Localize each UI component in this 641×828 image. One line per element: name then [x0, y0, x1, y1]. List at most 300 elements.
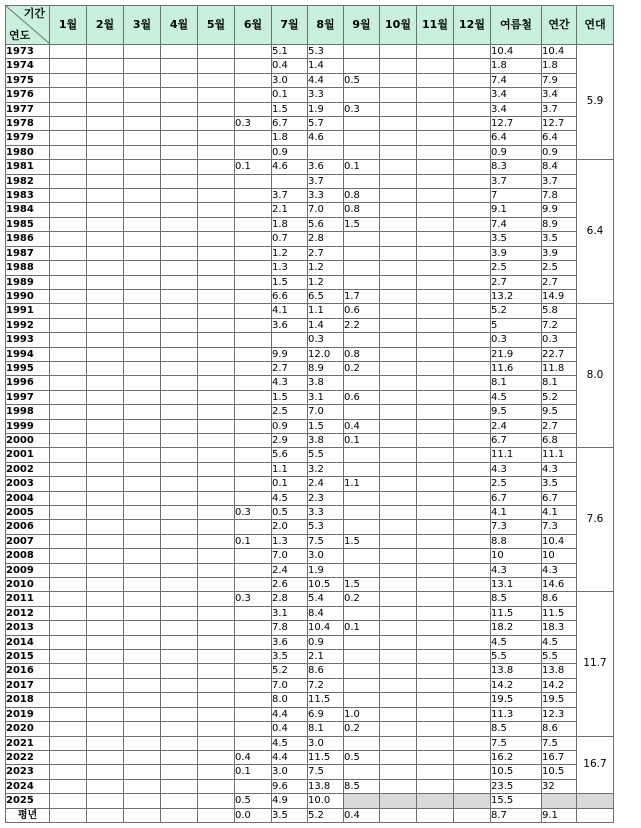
month-header: 2월 — [87, 6, 124, 45]
table-row — [6, 433, 614, 447]
month-cell — [124, 376, 161, 390]
august-cell: 1.2 — [308, 275, 344, 289]
month-cell — [161, 534, 198, 548]
month-cell — [87, 45, 124, 59]
summer-cell: 23.5 — [491, 779, 542, 793]
summer-cell: 6.7 — [491, 433, 542, 447]
month-cell — [124, 246, 161, 260]
month-cell — [454, 779, 491, 793]
month-cell — [198, 750, 235, 764]
decade-cell: 5.9 — [577, 45, 614, 160]
month-cell — [417, 419, 454, 433]
month-cell — [417, 578, 454, 592]
month-cell — [198, 448, 235, 462]
june-cell — [235, 318, 272, 332]
annual-cell: 9.1 — [542, 808, 577, 822]
annual-cell: 11.1 — [542, 448, 577, 462]
september-cell — [344, 678, 380, 692]
month-cell — [50, 160, 87, 174]
august-cell: 3.6 — [308, 160, 344, 174]
table-row — [6, 592, 614, 606]
summer-cell: 7.5 — [491, 736, 542, 750]
table-row — [6, 390, 614, 404]
month-cell — [380, 534, 417, 548]
month-cell — [380, 275, 417, 289]
table-row — [6, 275, 614, 289]
month-cell — [417, 261, 454, 275]
summer-cell: 3.5 — [491, 232, 542, 246]
month-cell — [87, 217, 124, 231]
month-cell — [198, 73, 235, 87]
summer-cell: 12.7 — [491, 117, 542, 131]
september-cell — [344, 520, 380, 534]
table-row — [6, 145, 614, 159]
month-cell — [417, 88, 454, 102]
september-cell — [344, 491, 380, 505]
month-cell — [124, 289, 161, 303]
month-cell — [198, 246, 235, 260]
september-cell — [344, 333, 380, 347]
month-cell — [87, 808, 124, 822]
month-cell — [380, 765, 417, 779]
month-cell — [380, 606, 417, 620]
year-cell: 1976 — [6, 88, 50, 102]
summer-cell: 3.4 — [491, 88, 542, 102]
july-cell: 2.1 — [272, 203, 308, 217]
month-cell — [87, 736, 124, 750]
month-cell — [198, 59, 235, 73]
july-cell: 0.1 — [272, 88, 308, 102]
september-cell — [344, 736, 380, 750]
june-cell — [235, 131, 272, 145]
month-cell — [161, 765, 198, 779]
table-row — [6, 289, 614, 303]
month-cell — [417, 433, 454, 447]
july-cell: 7.0 — [272, 678, 308, 692]
month-cell — [454, 794, 491, 808]
summer-cell: 13.2 — [491, 289, 542, 303]
summer-cell: 21.9 — [491, 347, 542, 361]
month-cell — [454, 678, 491, 692]
month-cell — [454, 333, 491, 347]
month-cell — [380, 318, 417, 332]
month-header: 12월 — [454, 6, 491, 45]
month-cell — [417, 160, 454, 174]
month-cell — [124, 678, 161, 692]
month-cell — [124, 578, 161, 592]
month-cell — [124, 707, 161, 721]
september-cell — [344, 462, 380, 476]
annual-cell: 10 — [542, 549, 577, 563]
table-row — [6, 361, 614, 375]
summer-cell: 4.3 — [491, 563, 542, 577]
month-cell — [161, 289, 198, 303]
month-cell — [161, 59, 198, 73]
month-cell — [454, 289, 491, 303]
month-cell — [161, 506, 198, 520]
year-cell: 2007 — [6, 534, 50, 548]
september-cell — [344, 45, 380, 59]
year-cell: 2017 — [6, 678, 50, 692]
summer-cell: 4.3 — [491, 462, 542, 476]
september-cell: 0.6 — [344, 304, 380, 318]
corner-header — [6, 6, 50, 45]
month-cell — [454, 131, 491, 145]
month-cell — [124, 448, 161, 462]
summer-cell: 2.5 — [491, 261, 542, 275]
header-row — [6, 6, 614, 45]
month-cell — [198, 592, 235, 606]
month-cell — [380, 578, 417, 592]
annual-cell: 4.3 — [542, 563, 577, 577]
july-cell — [272, 333, 308, 347]
month-cell — [161, 664, 198, 678]
month-cell — [417, 693, 454, 707]
july-cell: 2.9 — [272, 433, 308, 447]
month-cell — [50, 376, 87, 390]
month-header: 1월 — [50, 6, 87, 45]
table-row — [6, 779, 614, 793]
month-cell — [87, 448, 124, 462]
annual-cell: 1.8 — [542, 59, 577, 73]
month-cell — [380, 131, 417, 145]
table-row — [6, 347, 614, 361]
september-cell: 0.5 — [344, 73, 380, 87]
month-cell — [124, 390, 161, 404]
month-header: 6월 — [235, 6, 272, 45]
month-cell — [198, 635, 235, 649]
august-cell: 3.2 — [308, 462, 344, 476]
june-cell — [235, 376, 272, 390]
month-cell — [50, 707, 87, 721]
month-cell — [50, 333, 87, 347]
month-cell — [417, 376, 454, 390]
month-cell — [417, 117, 454, 131]
month-cell — [50, 563, 87, 577]
month-cell — [198, 794, 235, 808]
june-cell — [235, 462, 272, 476]
month-cell — [87, 361, 124, 375]
june-cell — [235, 707, 272, 721]
month-cell — [454, 102, 491, 116]
month-cell — [380, 736, 417, 750]
summer-cell: 10.4 — [491, 45, 542, 59]
summer-cell: 14.2 — [491, 678, 542, 692]
month-cell — [124, 361, 161, 375]
month-cell — [417, 347, 454, 361]
month-cell — [454, 491, 491, 505]
table-row — [6, 232, 614, 246]
month-cell — [87, 563, 124, 577]
month-cell — [380, 693, 417, 707]
month-cell — [454, 750, 491, 764]
june-cell — [235, 520, 272, 534]
month-cell — [161, 145, 198, 159]
june-cell: 0.3 — [235, 592, 272, 606]
month-cell — [417, 275, 454, 289]
july-cell: 3.0 — [272, 765, 308, 779]
september-cell: 2.2 — [344, 318, 380, 332]
july-cell: 4.9 — [272, 794, 308, 808]
month-cell — [380, 145, 417, 159]
summer-header: 여름철 — [491, 6, 542, 45]
month-cell — [87, 88, 124, 102]
june-cell — [235, 390, 272, 404]
year-cell: 2002 — [6, 462, 50, 476]
month-cell — [417, 477, 454, 491]
june-cell — [235, 333, 272, 347]
annual-cell: 3.7 — [542, 174, 577, 188]
annual-cell: 14.2 — [542, 678, 577, 692]
month-cell — [417, 808, 454, 822]
month-cell — [380, 808, 417, 822]
august-cell: 12.0 — [308, 347, 344, 361]
month-cell — [124, 419, 161, 433]
month-cell — [454, 361, 491, 375]
month-cell — [198, 45, 235, 59]
month-cell — [124, 333, 161, 347]
year-cell: 1977 — [6, 102, 50, 116]
month-cell — [454, 203, 491, 217]
june-cell: 0.0 — [235, 808, 272, 822]
year-cell: 1983 — [6, 189, 50, 203]
july-cell: 6.6 — [272, 289, 308, 303]
september-cell: 0.1 — [344, 621, 380, 635]
june-cell — [235, 102, 272, 116]
month-cell — [87, 160, 124, 174]
september-cell — [344, 765, 380, 779]
june-cell — [235, 678, 272, 692]
month-cell — [124, 73, 161, 87]
month-cell — [87, 621, 124, 635]
june-cell — [235, 347, 272, 361]
month-cell — [50, 217, 87, 231]
august-cell: 2.1 — [308, 650, 344, 664]
month-cell — [161, 333, 198, 347]
month-cell — [161, 390, 198, 404]
summer-cell: 10.5 — [491, 765, 542, 779]
september-cell: 0.3 — [344, 102, 380, 116]
summer-cell: 5.2 — [491, 304, 542, 318]
month-cell — [124, 621, 161, 635]
august-cell: 1.2 — [308, 261, 344, 275]
month-cell — [417, 189, 454, 203]
month-cell — [50, 203, 87, 217]
month-cell — [50, 289, 87, 303]
month-cell — [50, 808, 87, 822]
month-cell — [161, 635, 198, 649]
september-cell: 0.8 — [344, 203, 380, 217]
june-cell — [235, 174, 272, 188]
month-cell — [380, 117, 417, 131]
month-cell — [50, 45, 87, 59]
month-cell — [454, 549, 491, 563]
month-cell — [454, 477, 491, 491]
month-cell — [380, 333, 417, 347]
month-cell — [87, 549, 124, 563]
month-cell — [417, 520, 454, 534]
august-cell: 5.2 — [308, 808, 344, 822]
month-cell — [87, 59, 124, 73]
annual-cell: 4.1 — [542, 506, 577, 520]
month-cell — [50, 361, 87, 375]
month-cell — [198, 88, 235, 102]
month-cell — [50, 131, 87, 145]
table-row — [6, 635, 614, 649]
month-cell — [161, 246, 198, 260]
month-cell — [417, 606, 454, 620]
summer-cell: 8.3 — [491, 160, 542, 174]
september-cell: 0.1 — [344, 160, 380, 174]
month-cell — [161, 779, 198, 793]
annual-cell: 7.8 — [542, 189, 577, 203]
table-row — [6, 506, 614, 520]
year-cell: 1987 — [6, 246, 50, 260]
annual-cell: 22.7 — [542, 347, 577, 361]
august-cell: 2.8 — [308, 232, 344, 246]
month-cell — [161, 520, 198, 534]
month-cell — [417, 304, 454, 318]
month-cell — [380, 289, 417, 303]
august-cell: 3.3 — [308, 88, 344, 102]
month-cell — [380, 160, 417, 174]
month-cell — [198, 765, 235, 779]
month-cell — [124, 736, 161, 750]
year-cell: 2022 — [6, 750, 50, 764]
month-cell — [50, 592, 87, 606]
month-cell — [380, 405, 417, 419]
annual-cell: 5.2 — [542, 390, 577, 404]
august-cell: 3.0 — [308, 736, 344, 750]
month-cell — [454, 606, 491, 620]
month-cell — [87, 635, 124, 649]
table-row — [6, 318, 614, 332]
july-cell: 2.7 — [272, 361, 308, 375]
summer-cell: 1.8 — [491, 59, 542, 73]
month-cell — [417, 45, 454, 59]
month-cell — [198, 707, 235, 721]
month-cell — [380, 304, 417, 318]
month-cell — [87, 390, 124, 404]
september-cell — [344, 376, 380, 390]
summer-cell: 2.4 — [491, 419, 542, 433]
table-row — [6, 621, 614, 635]
month-cell — [50, 650, 87, 664]
year-cell: 2019 — [6, 707, 50, 721]
month-cell — [124, 765, 161, 779]
month-header: 4월 — [161, 6, 198, 45]
june-cell: 0.5 — [235, 794, 272, 808]
june-cell — [235, 275, 272, 289]
annual-cell: 14.9 — [542, 289, 577, 303]
year-cell: 2006 — [6, 520, 50, 534]
decade-cell: 11.7 — [577, 592, 614, 736]
summer-cell: 11.1 — [491, 448, 542, 462]
august-cell: 3.7 — [308, 174, 344, 188]
month-cell — [198, 131, 235, 145]
august-cell: 8.6 — [308, 664, 344, 678]
year-cell: 2024 — [6, 779, 50, 793]
summer-cell: 5 — [491, 318, 542, 332]
annual-cell: 13.8 — [542, 664, 577, 678]
annual-cell: 3.7 — [542, 102, 577, 116]
table-row — [6, 736, 614, 750]
month-cell — [454, 707, 491, 721]
annual-cell: 2.7 — [542, 275, 577, 289]
month-cell — [454, 261, 491, 275]
year-cell: 1975 — [6, 73, 50, 87]
table-row — [6, 678, 614, 692]
month-cell — [417, 534, 454, 548]
summer-cell: 8.8 — [491, 534, 542, 548]
month-cell — [124, 433, 161, 447]
table-row — [6, 419, 614, 433]
july-cell: 0.4 — [272, 722, 308, 736]
year-cell: 1995 — [6, 361, 50, 375]
summer-cell: 9.1 — [491, 203, 542, 217]
september-cell — [344, 174, 380, 188]
june-cell — [235, 664, 272, 678]
august-cell: 7.0 — [308, 405, 344, 419]
month-cell — [198, 390, 235, 404]
month-cell — [198, 520, 235, 534]
month-cell — [124, 534, 161, 548]
table-row — [6, 563, 614, 577]
september-cell: 1.5 — [344, 217, 380, 231]
year-cell: 2013 — [6, 621, 50, 635]
annual-cell: 32 — [542, 779, 577, 793]
month-cell — [50, 88, 87, 102]
june-cell — [235, 650, 272, 664]
month-cell — [380, 491, 417, 505]
september-cell — [344, 117, 380, 131]
july-cell: 0.5 — [272, 506, 308, 520]
month-cell — [417, 650, 454, 664]
month-cell — [124, 405, 161, 419]
month-cell — [50, 73, 87, 87]
annual-cell: 7.3 — [542, 520, 577, 534]
month-cell — [380, 203, 417, 217]
year-cell: 1973 — [6, 45, 50, 59]
september-cell: 0.8 — [344, 347, 380, 361]
month-cell — [161, 549, 198, 563]
august-cell: 6.9 — [308, 707, 344, 721]
month-cell — [87, 419, 124, 433]
year-cell: 1978 — [6, 117, 50, 131]
september-cell: 0.2 — [344, 361, 380, 375]
month-cell — [50, 405, 87, 419]
month-cell — [198, 145, 235, 159]
month-cell — [161, 448, 198, 462]
month-cell — [87, 73, 124, 87]
july-cell: 3.5 — [272, 650, 308, 664]
month-cell — [87, 405, 124, 419]
year-cell: 1997 — [6, 390, 50, 404]
june-cell — [235, 448, 272, 462]
july-cell: 0.7 — [272, 232, 308, 246]
month-cell — [417, 491, 454, 505]
annual-cell: 5.8 — [542, 304, 577, 318]
august-cell: 7.5 — [308, 534, 344, 548]
month-cell — [124, 160, 161, 174]
june-cell — [235, 693, 272, 707]
august-cell: 5.3 — [308, 45, 344, 59]
month-cell — [454, 160, 491, 174]
july-cell: 1.8 — [272, 131, 308, 145]
month-cell — [50, 664, 87, 678]
month-cell — [87, 650, 124, 664]
year-cell: 2012 — [6, 606, 50, 620]
